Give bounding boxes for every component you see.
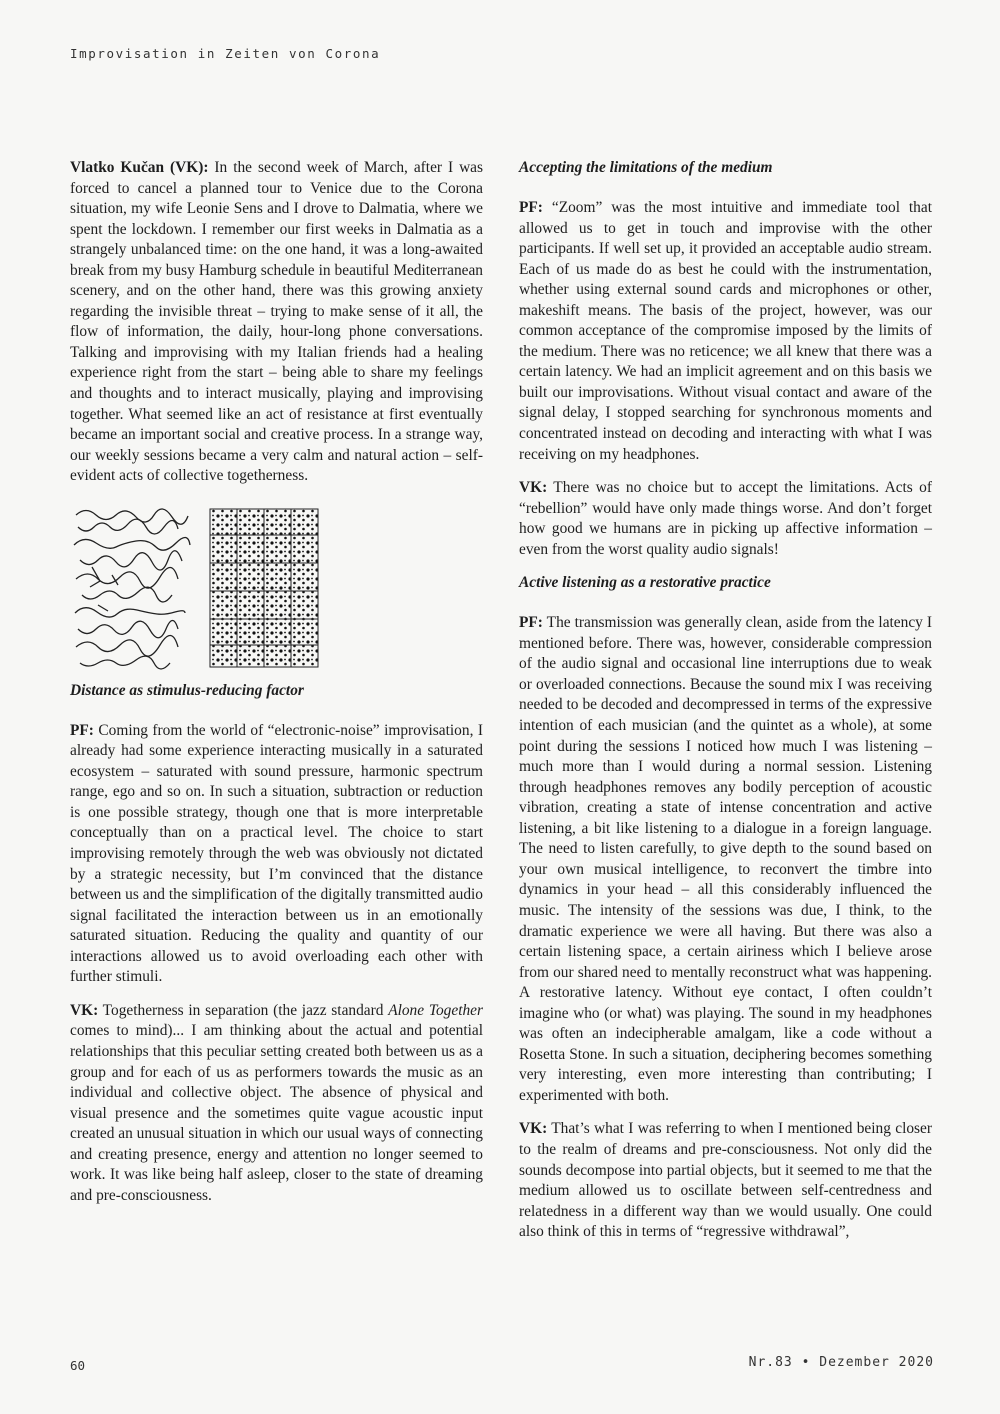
speaker-label: PF: — [519, 614, 543, 632]
paragraph-vk-togetherness — [70, 1001, 483, 1206]
song-title: Alone Together — [388, 1001, 483, 1019]
paragraph-text: In the second week of March, after I was forced to cancel a planned tour to Venice due to the Corona situation, my wife Leonie Sens and I drove to Dalmatia, where we spent the lockdown. I remember our first weeks in Dalmatia as a strangely unbalanced time: on the one hand, it was a long-awaited break from my busy Hamburg schedule in beautiful Mediterranean scenery, and on the other hand, there was this growing anxiety regarding the invisible threat – trying to make sense of it all, the flow of information, the daily, hour-long phone conversations. Talking and improvising with my Italian friends had a healing experience right from the start – being able to share my feelings and thoughts and to interact musically, playing and improvising together. What seemed like an act of resistance at first eventually became an important social and creative process. In a strange way, our weekly sessions became a very calm and natural action – self-evident acts of collective togetherness. — [70, 159, 483, 485]
paragraph-vk-intro — [70, 158, 483, 487]
paragraph-pf-distance — [70, 721, 483, 988]
paragraph-text: Coming from the world of “electronic-noise” improvisation, I already had some experience interacting musically in a saturated ecosystem – saturated with sound pressure, harmonic spectrum range, ego and so on. In such a situation, subtraction or reduction is one possible strategy, though one that is more interpretable conceptually than on a practical level. The choice to start improvising remotely through the web was obviously not dictated by a strategic necessity, but I’m convinced that the distance between us and the simplification of the digitally transmitted audio signal facilitated the interaction between us in an emotionally saturated situation. Reducing the quality and quantity of our interactions allowed us to avoid overloading each other with further stimuli. — [70, 721, 483, 986]
paragraph-vk-limitations — [519, 478, 932, 560]
paragraph-text: There was no choice but to accept the limitations. Acts of “rebellion” would have only made things worse. And don’t forget how good we humans are in picking up affective information – even from the worst quality audio signals! — [519, 479, 932, 558]
speaker-label: PF: — [519, 199, 543, 216]
section-heading: Distance as stimulus-reducing factor — [70, 681, 304, 699]
paragraph-text: comes to mind)... I am thinking about the actual and potential relationships that this peculiar setting created both between us as a group and for each of us as performers towards the music as an individual and collective object. The absence of physical and visual presence and the sometimes quite vague acoustic input created an unusual situation in which our usual ways of connecting and creating presence, energy and attention no longer seemed to work. It was like being half asleep, closer to the state of dreaming and pre-consciousness. — [70, 1022, 483, 1204]
section-heading: Active listening as a restorative practice — [519, 574, 771, 592]
paragraph-vk-dreams — [519, 1119, 932, 1242]
speaker-label: VK: — [519, 479, 548, 497]
left-column — [70, 158, 483, 1219]
right-column — [519, 158, 932, 1256]
speaker-label: VK: — [70, 1001, 99, 1019]
paragraph-pf-listening — [519, 613, 932, 1106]
page-number: 60 — [70, 1358, 86, 1373]
paragraph-text: Togetherness in separation (the jazz standard — [98, 1001, 389, 1019]
section-heading: Accepting the limitations of the medium — [519, 159, 773, 176]
paragraph-pf-zoom — [519, 198, 932, 465]
speaker-label: VK: — [519, 1120, 548, 1138]
paragraph-text: That’s what I was referring to when I mentioned being closer to the realm of dreams and pre-consciousness. Not only did the sounds decompose into partial objects, but it seemed to me that the medium allowed us to oscillate between self-centredness and relatedness in a different way than we would usually. One could also think of this in terms of “regressive withdrawal”, — [519, 1120, 932, 1241]
doodle-illustration — [72, 505, 322, 671]
dotted-grid — [210, 509, 318, 667]
paragraph-text: The transmission was generally clean, aside from the latency I mentioned before. There was, however, considerable compression of the audio signal and occasional line interruptions due to weak or overloaded connections. Because the sound mix I was receiving needed to be decoded and decompressed in terms of the expressive intention of each musician (and the quintet as a whole), at some point during the sessions I noticed how much I was listening – much more than I would during a normal session. Listening through headphones removes any bodily perception of acoustic vibration, creating a state of intense concentration and active listening, a bit like listening to a dialogue in a foreign language. The need to listen carefully, to give depth to the sound based on your own musical intelligence, to reconvert the timbre into dynamics in your head – all this considerably influenced the music. The intensity of the sessions was due, I think, to the dramatic experience we were all having. But there was also a certain listening space, a certain airiness which I believe arose from our shared need to mentally reconstruct what was happening. A restorative latency. Without eye contact, I often couldn’t imagine who (or what) was playing. The sound in my headphones was often an indecipherable amalgam, like a code without a Rosetta Stone. In such a situation, deciphering becomes something very interesting, even more interesting than contributing; I experimented with both. — [519, 614, 932, 1104]
speaker-label: Vlatko Kučan (VK): — [70, 159, 209, 176]
paragraph-text: “Zoom” was the most intuitive and immediate tool that allowed us to get in touch and improvise with the other participants. If well set up, it provided an acceptable audio stream. Each of us made do as best he could with the instrumentation, whether using external sound cards and microphones or other, makeshift means. The basis of the project, however, was our common acceptance of the compromise imposed by the limits of the medium. There was no reticence; we all knew that there was a certain latency. We had an implicit agreement and on this basis we built our improvisations. Without visual contact and aware of the signal delay, I stopped searching for synchronous moments and concentrated instead on decoding and interacting with what I was receiving on my headphones. — [519, 199, 932, 463]
running-head: Improvisation in Zeiten von Corona — [70, 46, 381, 61]
speaker-label: PF: — [70, 721, 94, 739]
issue-label: Nr.83 • Dezember 2020 — [748, 1355, 934, 1370]
squiggle-scribbles — [74, 509, 190, 669]
